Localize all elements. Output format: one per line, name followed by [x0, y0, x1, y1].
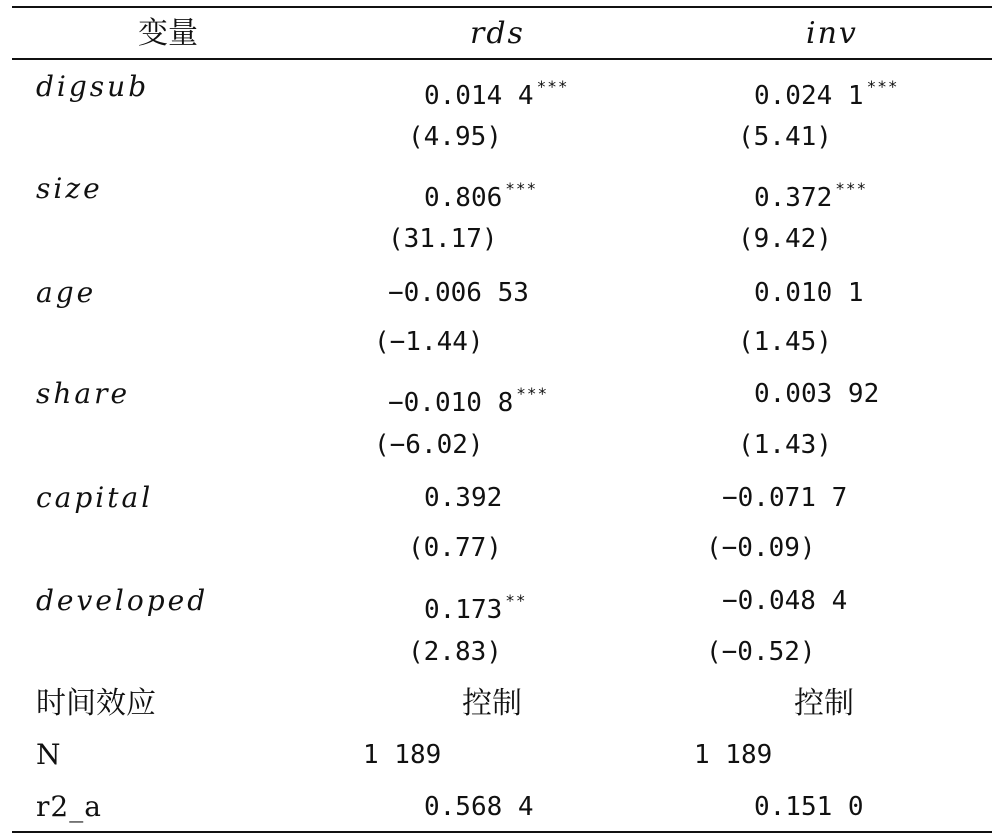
coefficient-text: (31.17)	[388, 224, 498, 254]
coefficient-text: 1 189	[363, 740, 442, 770]
coefficient-text: (−0.09)	[706, 533, 816, 563]
variable-name: share	[36, 377, 131, 410]
header-inv: inv	[806, 16, 858, 51]
table-row	[0, 632, 1000, 672]
value-rds	[424, 478, 502, 518]
value-rds	[408, 528, 502, 568]
coefficient-text: 1 189	[694, 740, 773, 770]
value-inv	[738, 425, 832, 465]
coefficient-text: (9.42)	[738, 224, 832, 254]
coefficient-text: 0.151 0	[754, 792, 864, 822]
significance-stars: **	[505, 591, 527, 610]
variable-name: age	[36, 276, 97, 309]
table-top-rule	[12, 6, 992, 8]
value-inv	[706, 632, 816, 672]
value-rds	[424, 787, 534, 827]
table-row	[0, 322, 1000, 362]
coefficient-text: 0.003 92	[754, 379, 880, 409]
table-row	[0, 478, 1000, 518]
value-rds	[424, 67, 569, 111]
coefficient-text: 0.173	[424, 595, 503, 625]
variable-name: developed	[36, 584, 209, 617]
significance-stars: ***	[505, 179, 538, 198]
value-inv	[794, 684, 854, 724]
value-rds	[363, 735, 441, 775]
table-row	[0, 581, 1000, 625]
variable-name: N	[36, 738, 62, 771]
table-row	[0, 735, 1000, 775]
header-variable: 变量	[138, 16, 198, 51]
value-inv	[738, 322, 832, 362]
coefficient-text: (4.95)	[408, 122, 502, 152]
value-rds	[374, 322, 484, 362]
table-row	[0, 425, 1000, 465]
coefficient-text: −0.006 53	[388, 278, 529, 308]
value-inv	[754, 273, 864, 313]
value-inv	[754, 169, 868, 213]
table-row	[0, 528, 1000, 568]
table-row	[0, 374, 1000, 418]
value-inv	[722, 581, 847, 621]
value-rds	[388, 374, 549, 418]
table-row	[0, 67, 1000, 111]
coefficient-text: 控制	[794, 686, 854, 721]
value-inv	[754, 374, 879, 414]
variable-name: 时间效应	[36, 686, 156, 721]
value-rds	[408, 117, 502, 157]
value-inv	[722, 478, 847, 518]
value-rds	[462, 684, 522, 724]
value-rds	[424, 581, 527, 625]
coefficient-text: (−1.44)	[374, 327, 484, 357]
coefficient-text: (1.45)	[738, 327, 832, 357]
table-row	[0, 169, 1000, 213]
coefficient-text: (−6.02)	[374, 430, 484, 460]
table-row	[0, 787, 1000, 827]
table-row	[0, 684, 1000, 724]
value-inv	[694, 735, 772, 775]
value-rds	[374, 425, 484, 465]
coefficient-text: −0.048 4	[722, 586, 848, 616]
table-row	[0, 273, 1000, 313]
variable-name: capital	[36, 481, 154, 514]
value-inv	[738, 117, 832, 157]
value-inv	[754, 787, 864, 827]
coefficient-text: 控制	[462, 686, 522, 721]
coefficient-text: 0.024 1	[754, 81, 864, 111]
value-inv	[738, 219, 832, 259]
table-header-rule	[12, 58, 992, 60]
table-row	[0, 219, 1000, 259]
coefficient-text: 0.392	[424, 483, 503, 513]
table-bottom-rule	[12, 831, 992, 833]
coefficient-text: (0.77)	[408, 533, 502, 563]
value-inv	[706, 528, 816, 568]
coefficient-text: −0.010 8	[388, 388, 514, 418]
coefficient-text: (1.43)	[738, 430, 832, 460]
significance-stars: ***	[536, 77, 569, 96]
coefficient-text: 0.806	[424, 183, 503, 213]
value-inv	[754, 67, 899, 111]
coefficient-text: 0.014 4	[424, 81, 534, 111]
coefficient-text: (2.83)	[408, 637, 502, 667]
table-row	[0, 117, 1000, 157]
significance-stars: ***	[866, 77, 899, 96]
coefficient-text: 0.010 1	[754, 278, 864, 308]
coefficient-text: (5.41)	[738, 122, 832, 152]
value-rds	[388, 219, 498, 259]
coefficient-text: 0.372	[754, 183, 833, 213]
value-rds	[408, 632, 502, 672]
header-rds: rds	[470, 16, 525, 51]
value-rds	[388, 273, 529, 313]
variable-name: size	[36, 172, 103, 205]
significance-stars: ***	[835, 179, 868, 198]
coefficient-text: (−0.52)	[706, 637, 816, 667]
variable-name: r2_a	[36, 790, 102, 823]
coefficient-text: −0.071 7	[722, 483, 848, 513]
value-rds	[424, 169, 538, 213]
significance-stars: ***	[516, 384, 549, 403]
coefficient-text: 0.568 4	[424, 792, 534, 822]
variable-name: digsub	[36, 70, 150, 103]
